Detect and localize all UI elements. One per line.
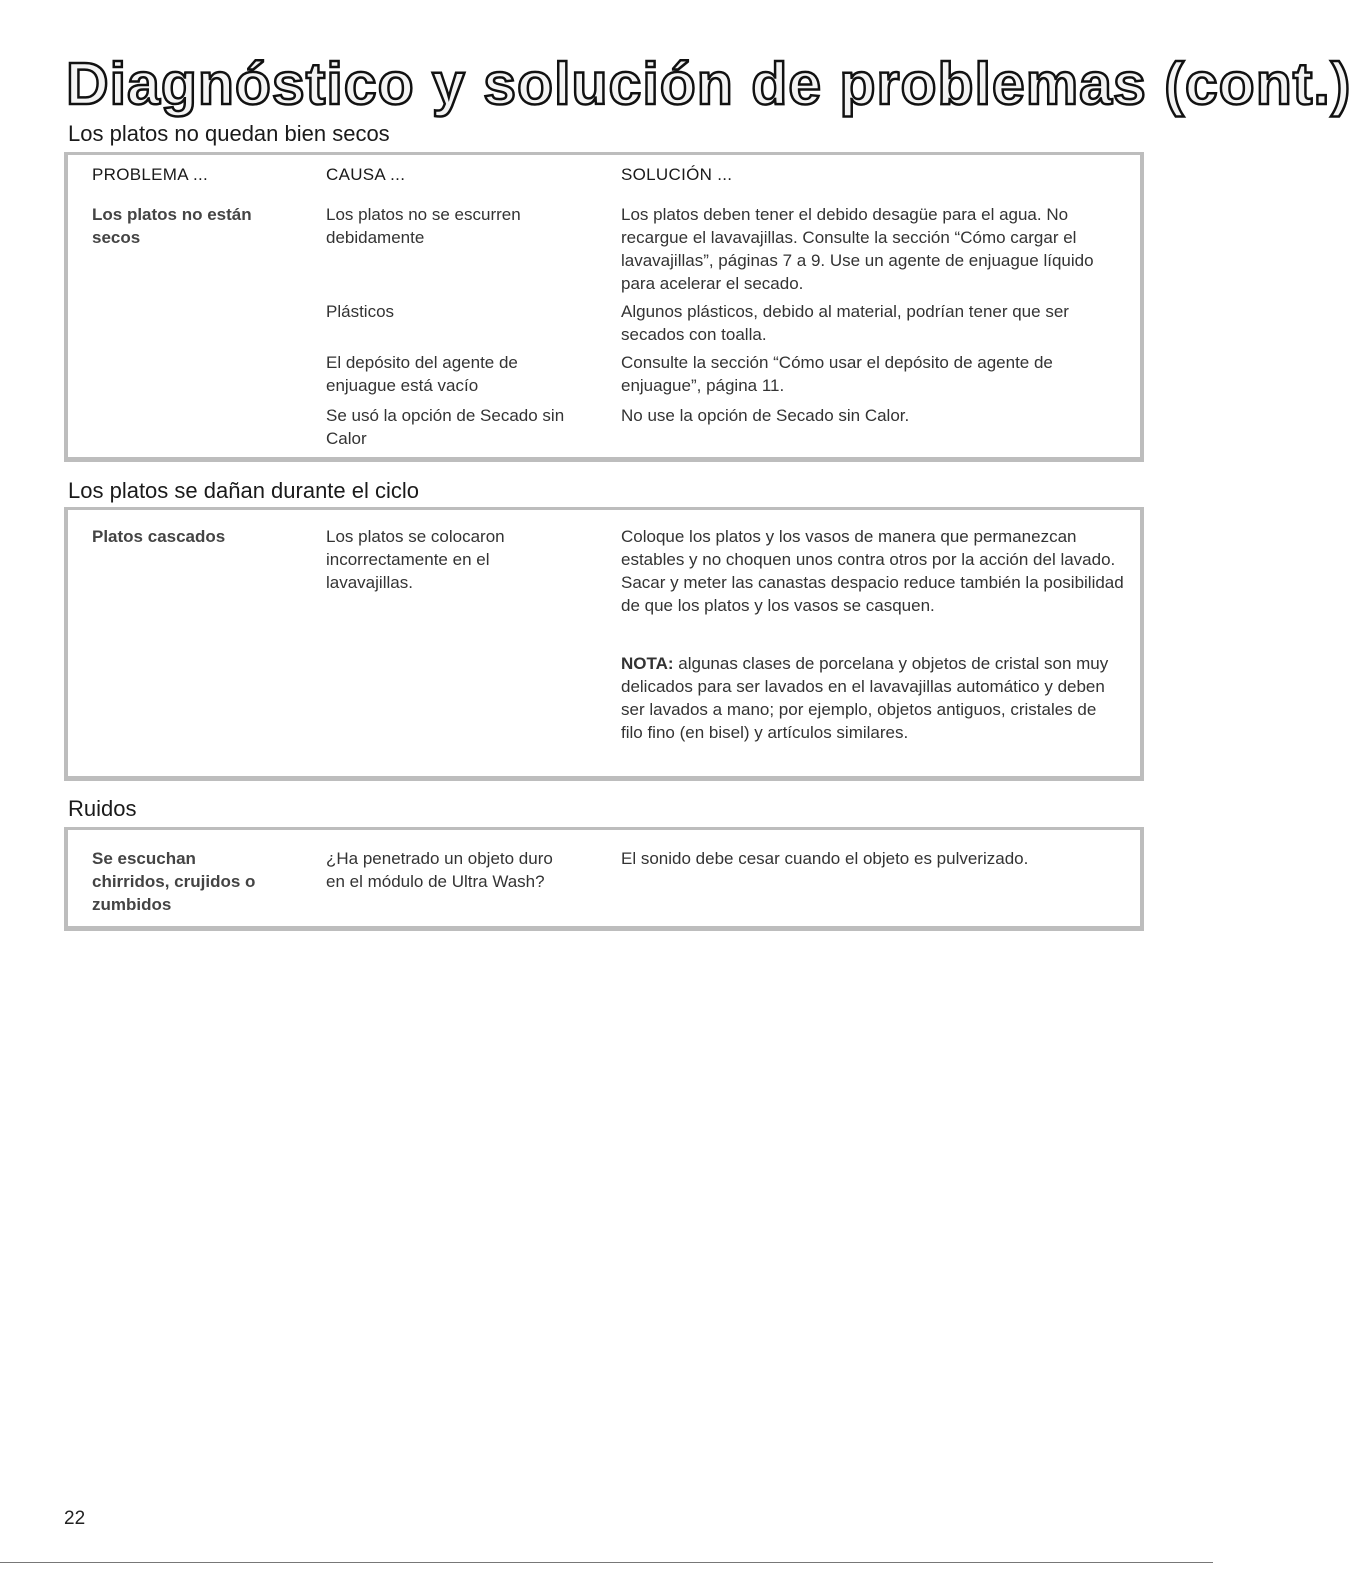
solution-text: Coloque los platos y los vasos de manera que permanezcan estables y no choquen unos contra otros por la acción del lavado. Sacar y meter las canastas despacio reduce también la posibilidad de que los platos y los vasos se casquen. [621, 527, 1124, 615]
cause-text: Los platos se colocaron incorrectamente en el lavavajillas. [326, 527, 505, 592]
cause-text: ¿Ha penetrado un objeto duro en el módulo de Ultra Wash? [326, 849, 553, 891]
solution-text: El sonido debe cesar cuando el objeto es pulverizado. [621, 849, 1029, 868]
problem-label: Los platos no están secos [92, 205, 252, 247]
problem-label: Se escuchan chirridos, crujidos o zumbidos [92, 849, 256, 914]
noise-problems-table [64, 827, 1144, 931]
cause-column-header: CAUSA ... [326, 165, 406, 184]
drying-problems-table [64, 152, 1144, 462]
damage-problems-table [64, 507, 1144, 781]
cause-text: Se usó la opción de Secado sin Calor [326, 406, 565, 448]
page-number: 22 [64, 1508, 86, 1529]
problem-label: Platos cascados [92, 527, 226, 546]
problem-column-header: PROBLEMA ... [92, 165, 209, 184]
note-label: NOTA: [621, 654, 674, 673]
solution-text: Los platos deben tener el debido desagüe para el agua. No recargue el lavavajillas. Consulte la sección “Cómo cargar el lavavajillas”, páginas 7 a 9. Use un agente de enjuague líquido para acelerar el secado. [621, 205, 1094, 293]
cause-text: El depósito del agente de enjuague está vacío [326, 353, 518, 395]
section-heading-damage: Los platos se dañan durante el ciclo [68, 478, 420, 503]
section-heading-drying: Los platos no quedan bien secos [68, 121, 390, 146]
page-title: Diagnóstico y solución de problemas (cont.) [66, 51, 1351, 117]
solution-text: Algunos plásticos, debido al material, podrían tener que ser secados con toalla. [621, 302, 1069, 344]
note-text: algunas clases de porcelana y objetos de cristal son muy delicados para ser lavados en el lavavajillas automático y deben ser lavados a mano; por ejemplo, objetos antiguos, cristales de filo fino (en bisel) y artículos similares. [621, 654, 1109, 742]
note-paragraph [621, 652, 1121, 744]
solution-column-header: SOLUCIÓN ... [621, 165, 733, 184]
solution-text: No use la opción de Secado sin Calor. [621, 406, 910, 425]
section-heading-noise: Ruidos [68, 796, 137, 821]
cause-text: Los platos no se escurren debidamente [326, 205, 521, 247]
cause-text: Plásticos [326, 302, 395, 321]
solution-text: Consulte la sección “Cómo usar el depósito de agente de enjuague”, página 11. [621, 353, 1053, 395]
footer-divider [0, 1562, 1213, 1563]
